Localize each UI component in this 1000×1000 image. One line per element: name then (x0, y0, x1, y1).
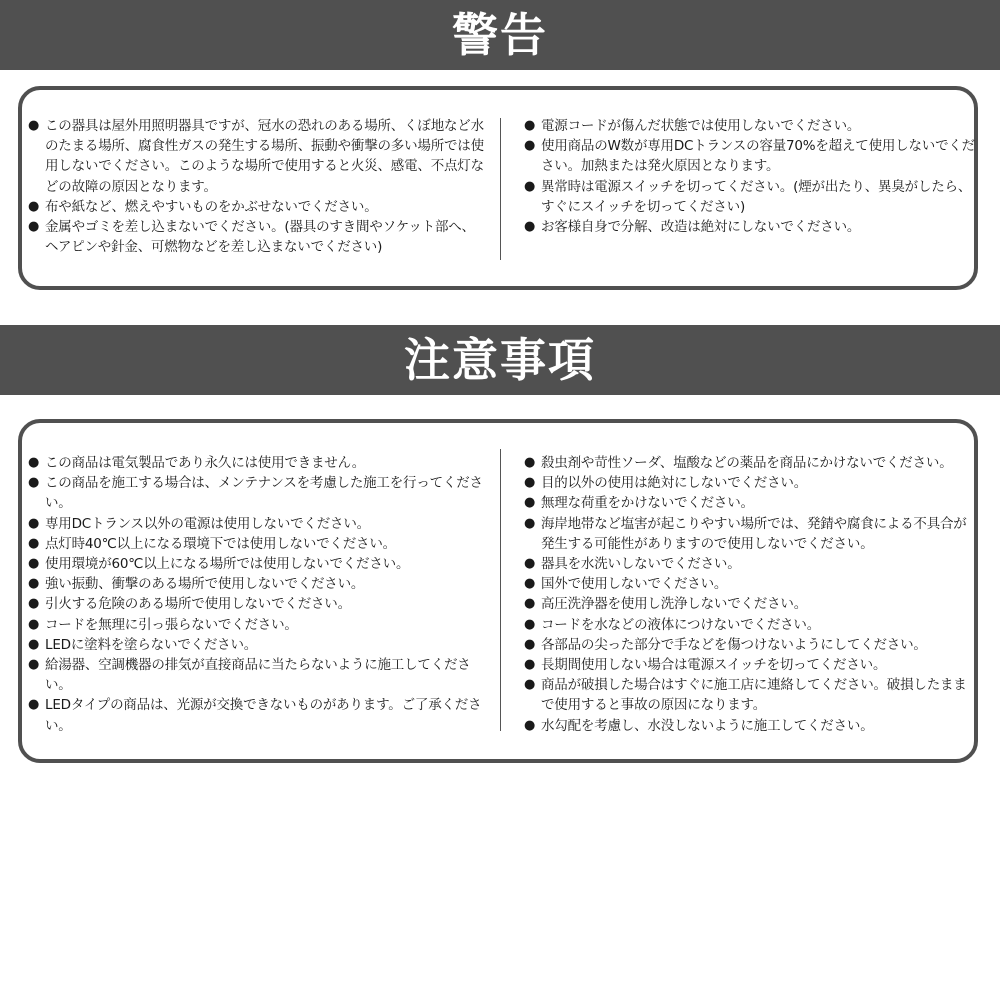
warning-item: ● 金属やゴミを差し込まないでください。(器具のすき間やソケット部へ、ヘアピンや針金、可燃物などを差し込まないでください) (28, 217, 486, 257)
warning-list-right (524, 116, 976, 237)
caution-item: ● 長期間使用しない場合は電源スイッチを切ってください。 (524, 655, 976, 675)
caution-item: ● 殺虫剤や苛性ソーダ、塩酸などの薬品を商品にかけないでください。 (524, 453, 976, 473)
warning-item: ● 異常時は電源スイッチを切ってください。(煙が出たり、異臭がしたら、すぐにスイッチを切ってください) (524, 177, 976, 217)
caution-item: ● 海岸地帯など塩害が起こりやすい場所では、発錆や腐食による不具合が発生する可能性がありますので使用しないでください。 (524, 514, 976, 554)
caution-item: ● コードを水などの液体につけないでください。 (524, 615, 976, 635)
caution-item: ● 水勾配を考慮し、水没しないように施工してください。 (524, 716, 976, 736)
caution-item: ● コードを無理に引っ張らないでください。 (28, 615, 486, 635)
caution-item: ● 専用DCトランス以外の電源は使用しないでください。 (28, 514, 486, 534)
caution-item: ● 高圧洗浄器を使用し洗浄しないでください。 (524, 594, 976, 614)
caution-item: ● この商品は電気製品であり永久には使用できません。 (28, 453, 486, 473)
caution-item: ● 使用環境が60℃以上になる場所では使用しないでください。 (28, 554, 486, 574)
caution-item: ● 点灯時40℃以上になる環境下では使用しないでください。 (28, 534, 486, 554)
caution-item: ● 器具を水洗いしないでください。 (524, 554, 976, 574)
warning-box (18, 86, 978, 290)
warning-heading: 警告 (0, 0, 1000, 70)
column-divider (500, 118, 501, 260)
warning-item: ● この器具は屋外用照明器具ですが、冠水の恐れのある場所、くぼ地など水のたまる場所、腐食性ガスの発生する場所、振動や衝撃の多い場所では使用しないでください。このような場所で使用すると火災、感電、不点灯などの故障の原因となります。 (28, 116, 486, 197)
caution-box (18, 419, 978, 763)
caution-item: ● LEDに塗料を塗らないでください。 (28, 635, 486, 655)
caution-item: ● この商品を施工する場合は、メンテナンスを考慮した施工を行ってください。 (28, 473, 486, 513)
warning-item: ● 電源コードが傷んだ状態では使用しないでください。 (524, 116, 976, 136)
warning-item: ● 使用商品のW数が専用DCトランスの容量70%を超えて使用しないでください。加熱または発火原因となります。 (524, 136, 976, 176)
caution-list-right (524, 453, 976, 736)
warning-list-left (28, 116, 486, 257)
warning-item: ● 布や紙など、燃えやすいものをかぶせないでください。 (28, 197, 486, 217)
caution-list-left (28, 453, 486, 736)
caution-item: ● 給湯器、空調機器の排気が直接商品に当たらないように施工してください。 (28, 655, 486, 695)
caution-item: ● 無理な荷重をかけないでください。 (524, 493, 976, 513)
caution-heading: 注意事項 (0, 325, 1000, 395)
column-divider (500, 449, 501, 731)
caution-item: ● 引火する危険のある場所で使用しないでください。 (28, 594, 486, 614)
caution-item: ● 各部品の尖った部分で手などを傷つけないようにしてください。 (524, 635, 976, 655)
warning-item: ● お客様自身で分解、改造は絶対にしないでください。 (524, 217, 976, 237)
caution-item: ● 商品が破損した場合はすぐに施工店に連絡してください。破損したままで使用すると事故の原因になります。 (524, 675, 976, 715)
caution-item: ● 強い振動、衝撃のある場所で使用しないでください。 (28, 574, 486, 594)
caution-item: ● 目的以外の使用は絶対にしないでください。 (524, 473, 976, 493)
caution-item: ● 国外で使用しないでください。 (524, 574, 976, 594)
caution-item: ● LEDタイプの商品は、光源が交換できないものがあります。ご了承ください。 (28, 695, 486, 735)
